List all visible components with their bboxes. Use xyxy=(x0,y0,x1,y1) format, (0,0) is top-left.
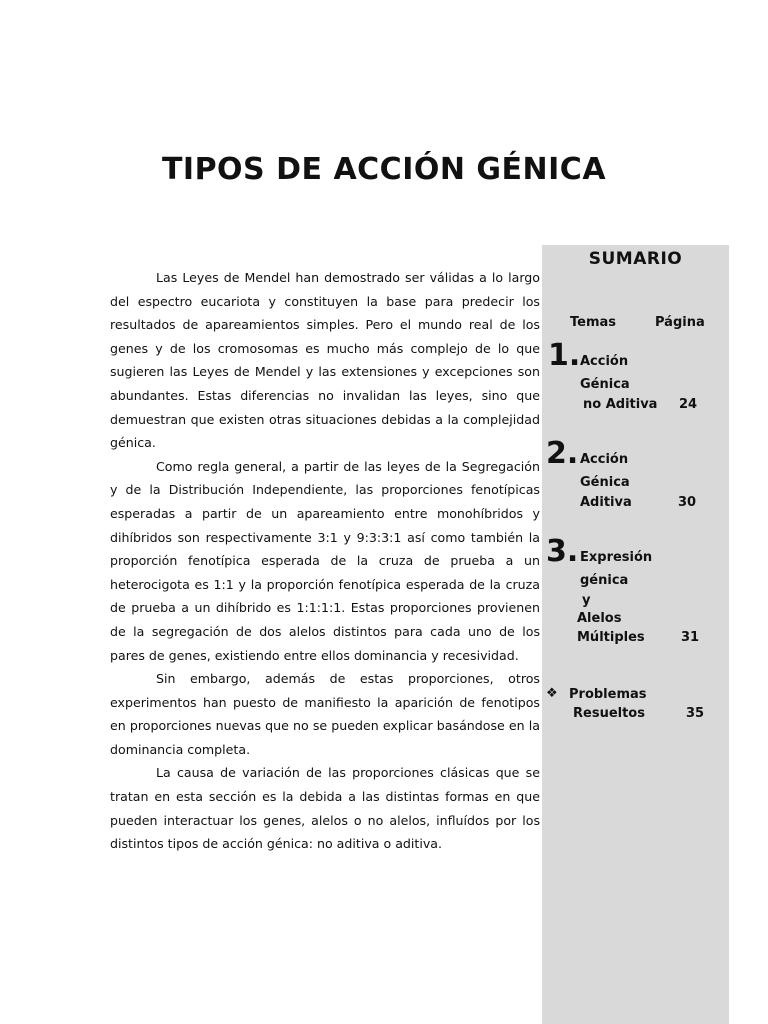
summary-title: SUMARIO xyxy=(588,249,683,269)
summary-item-page[interactable]: 35 xyxy=(686,706,705,721)
summary-item-line: no Aditiva xyxy=(583,397,658,412)
summary-item-line: Génica xyxy=(580,475,630,490)
summary-item-page[interactable]: 30 xyxy=(678,495,697,510)
summary-col-topics: Temas xyxy=(570,315,617,330)
paragraph: Como regla general, a partir de las leyes de la Segregación y de la Distribución Independiente, las proporciones fenotípicas esperadas a partir de un apareamiento entre monohíbridos y dihíbridos son respectivamente 3:1 y 9:3:3:1 así como también la proporción fenotípica esperada de la cruza de prueba a un heterocigota es 1:1 y la proporción fenotípica esperada de la cruza de prueba a un dihíbrido es 1:1:1:1. Estas proporciones provienen de la segregación de dos alelos distintos para cada uno de los pares de genes, existiendo entre ellos dominancia y recesividad. xyxy=(110,458,540,663)
summary-item-line: y xyxy=(582,593,591,608)
summary-item-line: Resueltos xyxy=(573,706,645,721)
summary-item-line: Problemas xyxy=(569,687,647,702)
summary-sidebar xyxy=(542,245,729,1024)
summary-item-line: Acción xyxy=(580,354,629,369)
page-title: TIPOS DE ACCIÓN GÉNICA xyxy=(161,152,607,187)
summary-item-line: Alelos xyxy=(577,611,622,626)
summary-col-page: Página xyxy=(655,315,705,330)
summary-item-page[interactable]: 31 xyxy=(681,630,700,645)
paragraph: Las Leyes de Mendel han demostrado ser válidas a lo largo del espectro eucariota y constituyen la base para predecir los resultados de apareamientos simples. Pero el mundo real de los genes y de los cromosomas es mucho más complejo de lo que sugieren las Leyes de Mendel y las extensiones y excepciones son abundantes. Estas diferencias no invalidan las leyes, sino que demuestran que existen otras situaciones debidas a la complejidad génica. xyxy=(110,270,540,451)
diamond-bullet-icon: ❖ xyxy=(546,686,558,701)
paragraph: Sin embargo, además de estas proporciones, otros experimentos han puesto de manifiesto la aparición de fenotipos en proporciones nuevas que no se pueden explicar basándose en la dominancia completa. xyxy=(110,671,540,757)
summary-item-number: 1. xyxy=(548,338,581,373)
summary-item-line: Expresión xyxy=(580,550,653,565)
summary-item-line: Génica xyxy=(580,377,630,392)
summary-item-line: génica xyxy=(580,573,629,588)
paragraph: La causa de variación de las proporciones clásicas que se tratan en esta sección es la debida a las distintas formas en que pueden interactuar los genes, alelos o no alelos, influídos por los distintos tipos de acción génica: no aditiva o aditiva. xyxy=(110,765,540,852)
summary-item-page[interactable]: 24 xyxy=(679,397,698,412)
summary-item-number: 2. xyxy=(546,436,579,471)
body-text xyxy=(110,266,540,856)
summary-item-line: Acción xyxy=(580,452,629,467)
summary-item-line: Aditiva xyxy=(580,495,632,510)
summary-item-line: Múltiples xyxy=(577,630,645,645)
summary-item-number: 3. xyxy=(546,534,579,569)
